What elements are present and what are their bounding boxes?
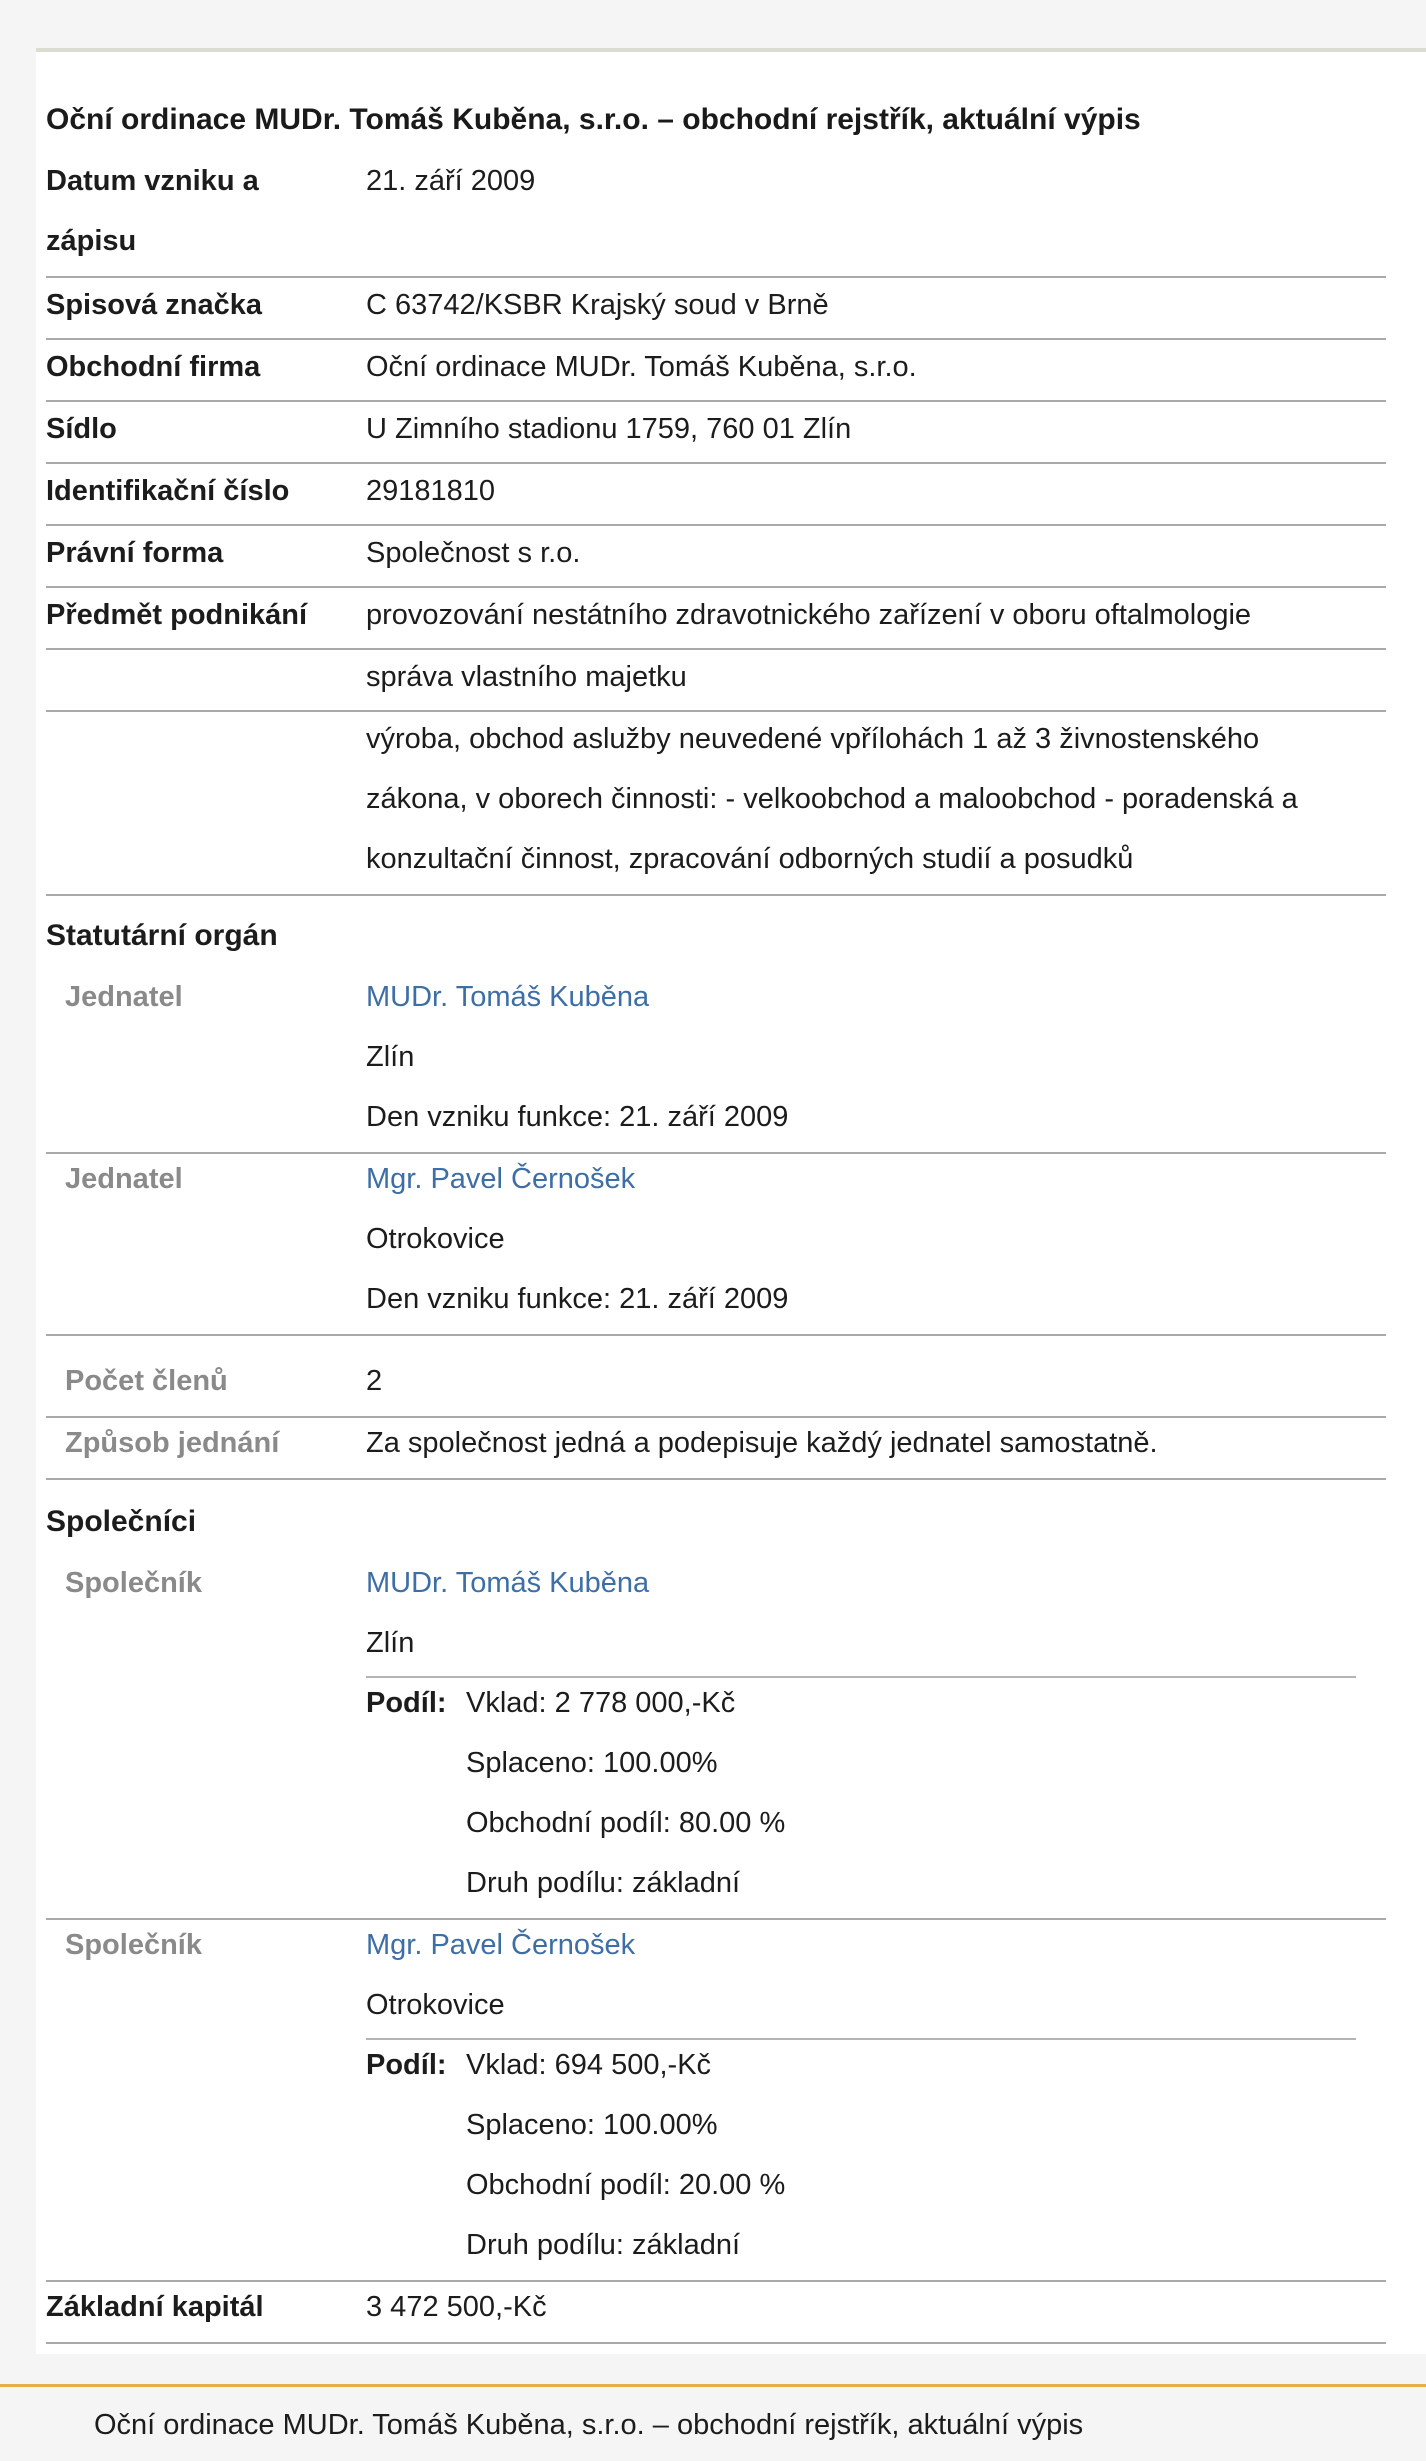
sidlo-value: U Zimního stadionu 1759, 760 01 Zlín: [366, 413, 852, 445]
firma-value: Oční ordinace MUDr. Tomáš Kuběna, s.r.o.: [366, 351, 917, 383]
divider: [366, 1676, 1356, 1678]
divider: [46, 1478, 1386, 1480]
divider: [46, 2280, 1386, 2282]
predmet-item-line: výroba, obchod aslužby neuvedené vpřílohách 1 až 3 živnostenského: [366, 723, 1260, 755]
jednatel-since: Den vzniku funkce: 21. září 2009: [366, 1101, 789, 1133]
jednatel-city: Zlín: [366, 1041, 415, 1073]
jednatel-role: Jednatel: [65, 1163, 183, 1195]
podil-druh: Druh podílu: základní: [466, 2229, 741, 2261]
jednatel-since: Den vzniku funkce: 21. září 2009: [366, 1283, 789, 1315]
footer-text: Oční ordinace MUDr. Tomáš Kuběna, s.r.o. – obchodní rejstřík, aktuální výpis: [94, 2409, 1084, 2441]
predmet-item: provozování nestátního zdravotnického zařízení v oboru oftalmologie: [366, 599, 1252, 631]
predmet-label: Předmět podnikání: [46, 599, 308, 631]
kapital-value: 3 472 500,-Kč: [366, 2291, 547, 2323]
spolecnik-name-link[interactable]: MUDr. Tomáš Kuběna: [366, 1567, 650, 1599]
divider: [46, 524, 1386, 526]
podil-label: Podíl:: [366, 1687, 447, 1719]
statutarni-heading: Statutární orgán: [46, 919, 278, 952]
ic-value: 29181810: [366, 475, 496, 507]
divider: [46, 338, 1386, 340]
divider: [46, 1918, 1386, 1920]
spis-label: Spisová značka: [46, 289, 262, 321]
zpusob-jednani-label: Způsob jednání: [65, 1427, 280, 1459]
divider: [46, 1334, 1386, 1336]
podil-splaceno: Splaceno: 100.00%: [466, 2109, 718, 2141]
spis-value: C 63742/KSBR Krajský soud v Brně: [366, 289, 829, 321]
divider: [366, 2038, 1356, 2040]
podil-vklad: Vklad: 2 778 000,-Kč: [466, 1687, 736, 1719]
divider: [46, 2342, 1386, 2344]
spolecnik-city: Zlín: [366, 1627, 415, 1659]
firma-label: Obchodní firma: [46, 351, 261, 383]
podil-splaceno: Splaceno: 100.00%: [466, 1747, 718, 1779]
spolecnik-city: Otrokovice: [366, 1989, 505, 2021]
kapital-label: Základní kapitál: [46, 2291, 264, 2323]
forma-label: Právní forma: [46, 537, 224, 569]
datum-label-line2: zápisu: [46, 225, 137, 257]
predmet-item-line: zákona, v oborech činnosti: - velkoobchod a maloobchod - poradenská a: [366, 783, 1298, 815]
page-title: Oční ordinace MUDr. Tomáš Kuběna, s.r.o. – obchodní rejstřík, aktuální výpis: [46, 103, 1141, 136]
podil-obchodni: Obchodní podíl: 80.00 %: [466, 1807, 786, 1839]
spolecnici-heading: Společníci: [46, 1505, 197, 1538]
ic-label: Identifikační číslo: [46, 475, 290, 507]
jednatel-name-link[interactable]: Mgr. Pavel Černošek: [366, 1163, 636, 1195]
podil-vklad: Vklad: 694 500,-Kč: [466, 2049, 712, 2081]
divider: [46, 400, 1386, 402]
zpusob-jednani-value: Za společnost jedná a podepisuje každý jednatel samostatně.: [366, 1427, 1158, 1459]
datum-label-line1: Datum vzniku a: [46, 165, 259, 197]
sidlo-label: Sídlo: [46, 413, 117, 445]
pocet-clenu-value: 2: [366, 1365, 383, 1397]
pocet-clenu-label: Počet členů: [65, 1365, 228, 1397]
divider: [46, 1416, 1386, 1418]
jednatel-role: Jednatel: [65, 981, 183, 1013]
spolecnik-name-link[interactable]: Mgr. Pavel Černošek: [366, 1929, 636, 1961]
predmet-item-line: konzultační činnost, zpracování odborných studií a posudků: [366, 843, 1134, 875]
divider: [46, 894, 1386, 896]
podil-obchodni: Obchodní podíl: 20.00 %: [466, 2169, 786, 2201]
divider: [46, 648, 1386, 650]
jednatel-city: Otrokovice: [366, 1223, 505, 1255]
spolecnik-role: Společník: [65, 1567, 202, 1599]
divider: [46, 710, 1386, 712]
forma-value: Společnost s r.o.: [366, 537, 581, 569]
datum-value: 21. září 2009: [366, 165, 536, 197]
registry-extract-page: [36, 48, 1426, 2354]
jednatel-name-link[interactable]: MUDr. Tomáš Kuběna: [366, 981, 650, 1013]
divider: [46, 462, 1386, 464]
spolecnik-role: Společník: [65, 1929, 202, 1961]
divider: [46, 1152, 1386, 1154]
predmet-item: správa vlastního majetku: [366, 661, 687, 693]
podil-druh: Druh podílu: základní: [466, 1867, 741, 1899]
divider: [46, 276, 1386, 278]
podil-label: Podíl:: [366, 2049, 447, 2081]
page-footer: [0, 2384, 1426, 2461]
divider: [46, 586, 1386, 588]
